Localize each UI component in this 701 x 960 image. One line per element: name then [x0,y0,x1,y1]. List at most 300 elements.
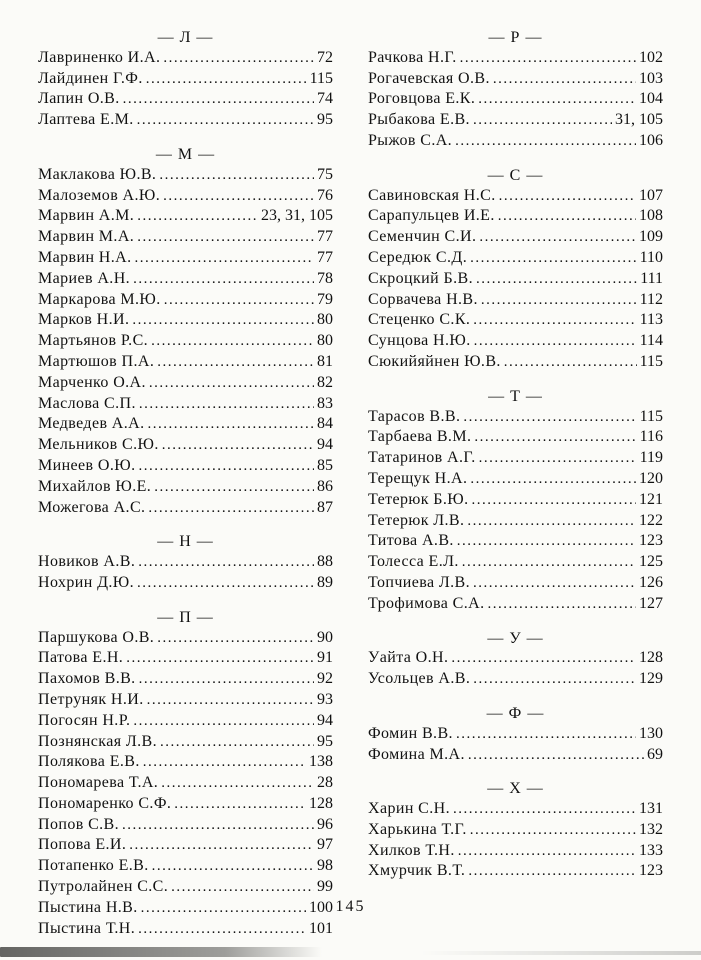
dot-leader [481,290,637,311]
entry-page: 98 [317,857,333,875]
entry-name: Мельников С.Ю. [38,436,159,454]
section-header: — Х — [487,780,544,798]
dot-leader [148,498,314,519]
entry-name: Марченко О.А. [38,373,146,391]
entry-name: Маркарова М.Ю. [38,290,161,308]
section-entries [38,628,333,940]
entry-name: Стеценко С.К. [368,311,471,329]
entry-name: Пономаренко С.Ф. [38,794,172,812]
index-entry [368,469,663,490]
section-header: — Р — [488,29,543,46]
index-section [368,704,663,765]
entry-name: Пыстина Н.В. [38,898,138,916]
section-header: — Л — [157,29,214,46]
dot-leader [139,394,314,415]
entry-page: 129 [639,670,663,688]
dot-leader [135,248,314,269]
index-entry [368,820,663,841]
dot-leader [152,856,314,877]
entry-page: 72 [317,48,333,66]
entry-name: Малоземов А.Ю. [38,186,161,204]
entry-page: 93 [317,690,333,708]
dot-leader [453,799,636,820]
section-entries [368,648,663,690]
dot-leader [137,110,314,131]
index-section [368,166,663,373]
index-entry [38,648,333,669]
entry-name: Полякова Е.В. [38,753,140,771]
entry-page: 23, 31, 105 [261,207,333,225]
entry-name: Скроцкий Б.В. [368,269,473,287]
index-entry [368,724,663,745]
entry-name: Путролайнен С.С. [38,878,169,896]
entry-name: Харин С.Н. [368,800,451,818]
entry-name: Мартюшов П.А. [38,352,155,370]
entry-name: Марвин А.М. [38,207,135,225]
dot-leader [451,648,636,669]
dot-leader [137,573,314,594]
index-entry [38,669,333,690]
dot-leader [455,131,636,152]
entry-name: Медведев А.А. [38,415,145,433]
index-section [368,779,663,882]
dot-leader [139,456,314,477]
entry-name: Лаптева Е.М. [38,111,134,129]
index-entry [368,206,663,227]
index-section [38,532,333,593]
index-entry [38,69,333,90]
index-entry [38,248,333,269]
section-entries [368,186,663,373]
index-entry [38,498,333,519]
entry-name: Тарбаева В.М. [368,428,472,446]
entry-page: 86 [317,477,333,495]
index-entry [38,456,333,477]
index-entry [368,310,663,331]
entry-page: 113 [639,311,663,329]
index-entry [368,248,663,269]
index-columns [38,28,663,953]
entry-name: Сарапульцев И.Е. [368,207,495,225]
entry-page: 91 [317,649,333,667]
index-entry [368,861,663,882]
page-number: 145 [335,898,366,915]
entry-page: 77 [317,248,333,266]
dot-leader [470,469,636,490]
dot-leader [126,648,314,669]
index-entry [38,477,333,498]
entry-name: Фомина М.А. [368,745,465,763]
dot-leader [462,552,636,573]
dot-leader [149,373,314,394]
dot-leader [143,752,306,773]
entry-page: 94 [317,711,333,729]
entry-name: Пахомов В.В. [38,670,136,688]
entry-page: 116 [639,428,663,446]
entry-page: 96 [317,815,333,833]
entry-page: 114 [639,332,663,350]
index-entry [368,227,663,248]
dot-leader [479,227,636,248]
entry-name: Маслова С.П. [38,394,136,412]
index-entry [38,269,333,290]
index-entry [368,89,663,110]
dot-leader [478,89,636,110]
entry-name: Пономарева Т.А. [38,774,159,792]
entry-name: Марвин Н.А. [38,248,132,266]
dot-leader [463,407,636,428]
entry-name: Лайдинен Г.Ф. [38,69,143,87]
entry-page: 126 [639,573,663,591]
section-entries [38,552,333,594]
index-entry [368,669,663,690]
dot-leader [473,310,636,331]
entry-page: 83 [317,394,333,412]
entry-page: 127 [639,594,663,612]
index-column-right [368,28,663,896]
index-entry [368,110,663,131]
entry-name: Трофимова С.А. [368,594,485,612]
entry-name: Лавриненко И.А. [38,48,161,66]
entry-page: 97 [317,836,333,854]
entry-name: Петруняк Н.И. [38,690,144,708]
entry-page: 74 [317,90,333,108]
dot-leader [139,669,314,690]
entry-page: 78 [317,269,333,287]
index-entry [368,841,663,862]
dot-leader [160,732,314,753]
index-entry [38,690,333,711]
section-entries [368,407,663,615]
index-entry [38,919,333,940]
index-entry [38,186,333,207]
dot-leader [133,711,314,732]
index-entry [38,331,333,352]
entry-page: 125 [639,553,663,571]
index-section [38,145,333,518]
index-entry [368,352,663,373]
index-entry [38,435,333,456]
dot-leader [138,552,314,573]
entry-name: Сорвачева Н.В. [368,290,478,308]
entry-name: Рыжов С.А. [368,131,453,149]
index-entry [38,856,333,877]
index-entry [368,131,663,152]
section-entries [368,799,663,882]
entry-page: 121 [639,490,663,508]
index-section [368,387,663,615]
dot-leader [132,310,314,331]
entry-name: Сунцова Н.Ю. [368,332,471,350]
entry-name: Тетерюк Б.Ю. [368,490,469,508]
entry-name: Марвин М.А. [38,228,135,246]
entry-page: 88 [317,553,333,571]
entry-page: 90 [317,628,333,646]
dot-leader [146,69,307,90]
entry-name: Погосян Н.Р. [38,711,131,729]
dot-leader [473,669,636,690]
entry-page: 94 [317,436,333,454]
entry-name: Середюк С.Д. [368,248,468,266]
dot-leader [129,835,314,856]
entry-name: Паршукова О.В. [38,628,155,646]
dot-leader [468,861,636,882]
entry-page: 104 [639,90,663,108]
entry-page: 101 [309,919,333,937]
entry-page: 28 [317,774,333,792]
index-entry [38,752,333,773]
index-section [38,28,333,131]
dot-leader [460,48,636,69]
index-entry [38,573,333,594]
entry-name: Харькина Т.Г. [368,820,467,838]
entry-page: 95 [317,732,333,750]
entry-name: Маклакова Ю.В. [38,165,157,183]
entry-page: 77 [317,228,333,246]
entry-page: 120 [639,469,663,487]
entry-name: Сюкийяйнен Ю.В. [368,352,501,370]
entry-page: 31, 105 [615,111,663,129]
dot-leader [138,919,306,940]
dot-leader [148,414,314,435]
entry-name: Савиновская Н.С. [368,186,496,204]
dot-leader [174,794,306,815]
entry-name: Нохрин Д.Ю. [38,573,135,591]
index-entry [38,835,333,856]
section-header: — Ф — [486,704,545,722]
entry-page: 95 [317,111,333,129]
dot-leader [479,448,637,469]
section-header: — Т — [488,387,543,405]
entry-page: 108 [639,207,663,225]
entry-page: 85 [317,456,333,474]
entry-page: 99 [317,878,333,896]
index-entry [38,773,333,794]
section-header: — П — [157,608,214,626]
index-section [368,629,663,690]
entry-page: 106 [639,131,663,149]
index-entry [368,69,663,90]
entry-name: Марков Н.И. [38,311,130,329]
entry-name: Тетерюк Л.В. [368,511,465,529]
dot-leader [163,186,314,207]
entry-name: Фомин В.В. [368,724,453,742]
index-entry [38,711,333,732]
entry-name: Пыстина Т.Н. [38,919,136,937]
index-entry [38,110,333,131]
index-entry [368,331,663,352]
dot-leader [504,352,637,373]
entry-page: 131 [639,800,663,818]
entry-name: Новиков А.В. [38,553,136,571]
entry-name: Рыбакова Е.В. [368,111,470,129]
entry-page: 128 [639,649,663,667]
entry-name: Мартьянов Р.С. [38,332,149,350]
index-entry [368,745,663,766]
entry-page: 84 [317,415,333,433]
dot-leader [474,331,637,352]
entry-page: 92 [317,670,333,688]
entry-page: 102 [639,48,663,66]
entry-page: 128 [309,794,333,812]
index-entry [38,290,333,311]
dot-leader [154,477,314,498]
dot-leader [458,841,636,862]
dot-leader [456,724,636,745]
entry-page: 80 [317,311,333,329]
index-entry [368,648,663,669]
dot-leader [474,427,636,448]
entry-name: Михайлов Ю.Е. [38,477,152,495]
dot-leader [473,573,636,594]
dot-leader [151,331,314,352]
section-header: — С — [487,166,544,184]
section-entries [368,48,663,152]
entry-name: Патова Е.Н. [38,649,124,667]
entry-page: 119 [639,449,663,467]
index-entry [38,352,333,373]
entry-name: Терещук Н.А. [368,469,468,487]
entry-name: Татаринов А.Г. [368,449,476,467]
entry-page: 87 [317,498,333,516]
entry-page: 103 [639,69,663,87]
index-entry [38,414,333,435]
dot-leader [164,290,314,311]
entry-page: 82 [317,373,333,391]
entry-page: 79 [317,290,333,308]
dot-leader [470,820,636,841]
index-entry [38,394,333,415]
entry-page: 132 [639,820,663,838]
index-entry [38,48,333,69]
entry-page: 76 [317,186,333,204]
dot-leader [488,594,637,615]
index-entry [368,511,663,532]
index-entry [38,310,333,331]
index-entry [368,407,663,428]
index-entry [38,227,333,248]
index-column-left [38,28,333,953]
entry-page: 115 [639,407,663,425]
index-entry [38,89,333,110]
entry-name: Хмурчик В.Т. [368,862,466,880]
entry-page: 75 [317,165,333,183]
index-entry [38,628,333,649]
section-entries [368,724,663,766]
index-entry [368,448,663,469]
dot-leader [157,352,314,373]
section-entries [38,165,333,519]
scan-artifact [421,951,701,955]
entry-page: 122 [639,511,663,529]
entry-name: Попов С.В. [38,815,120,833]
dot-leader [457,531,636,552]
entry-name: Тарасов В.В. [368,407,461,425]
dot-leader [133,269,314,290]
dot-leader [472,490,636,511]
entry-name: Лапин О.В. [38,90,120,108]
entry-name: Потапенко Е.В. [38,857,149,875]
index-entry [38,165,333,186]
dot-leader [493,69,636,90]
entry-page: 81 [317,352,333,370]
dot-leader [123,89,314,110]
dot-leader [157,628,314,649]
entry-name: Познянская Л.В. [38,732,157,750]
dot-leader [468,745,644,766]
entry-name: Семенчин С.И. [368,228,477,246]
dot-leader [498,206,636,227]
entry-page: 107 [639,186,663,204]
index-entry [38,552,333,573]
entry-name: Мариев А.Н. [38,269,131,287]
entry-name: Толесса Е.Л. [368,553,459,571]
entry-page: 138 [309,753,333,771]
dot-leader [122,815,314,836]
index-entry [368,269,663,290]
index-entry [38,794,333,815]
entry-page: 123 [639,862,663,880]
entry-name: Титова А.В. [368,532,454,550]
entry-name: Усольцев А.В. [368,670,471,688]
section-header: — Н — [157,533,214,551]
entry-page: 110 [639,248,663,266]
entry-name: Хилков Т.Н. [368,841,455,859]
dot-leader [499,186,636,207]
index-entry [368,799,663,820]
entry-page: 130 [639,724,663,742]
entry-name: Можегова А.С. [38,498,146,516]
dot-leader [467,511,636,532]
entry-name: Роговцова Е.К. [368,90,476,108]
entry-name: Топчиева Л.В. [368,573,471,591]
dot-leader [161,773,314,794]
index-section [368,28,663,152]
dot-leader [473,110,612,131]
entry-page: 133 [639,841,663,859]
section-entries [38,48,333,131]
scan-artifact [0,947,322,957]
index-entry [368,48,663,69]
dot-leader [476,269,637,290]
entry-name: Рогачевская О.В. [368,69,490,87]
index-entry [368,490,663,511]
index-entry [38,815,333,836]
entry-page: 115 [309,69,333,87]
entry-page: 123 [639,532,663,550]
dot-leader [147,690,314,711]
entry-name: Минеев О.Ю. [38,456,136,474]
index-entry [38,877,333,898]
entry-page: 115 [639,352,663,370]
entry-page: 111 [640,269,663,287]
index-entry [38,206,333,227]
index-section [38,608,333,940]
index-entry [368,531,663,552]
dot-leader [137,206,258,227]
dot-leader [171,877,314,898]
index-entry [368,573,663,594]
entry-name: Рачкова Н.Г. [368,48,457,66]
dot-leader [159,165,314,186]
section-header: — М — [155,145,216,163]
entry-name: Попова Е.И. [38,836,127,854]
index-entry [38,732,333,753]
entry-page: 100 [309,898,333,916]
dot-leader [470,248,636,269]
entry-page: 80 [317,332,333,350]
index-entry [368,427,663,448]
